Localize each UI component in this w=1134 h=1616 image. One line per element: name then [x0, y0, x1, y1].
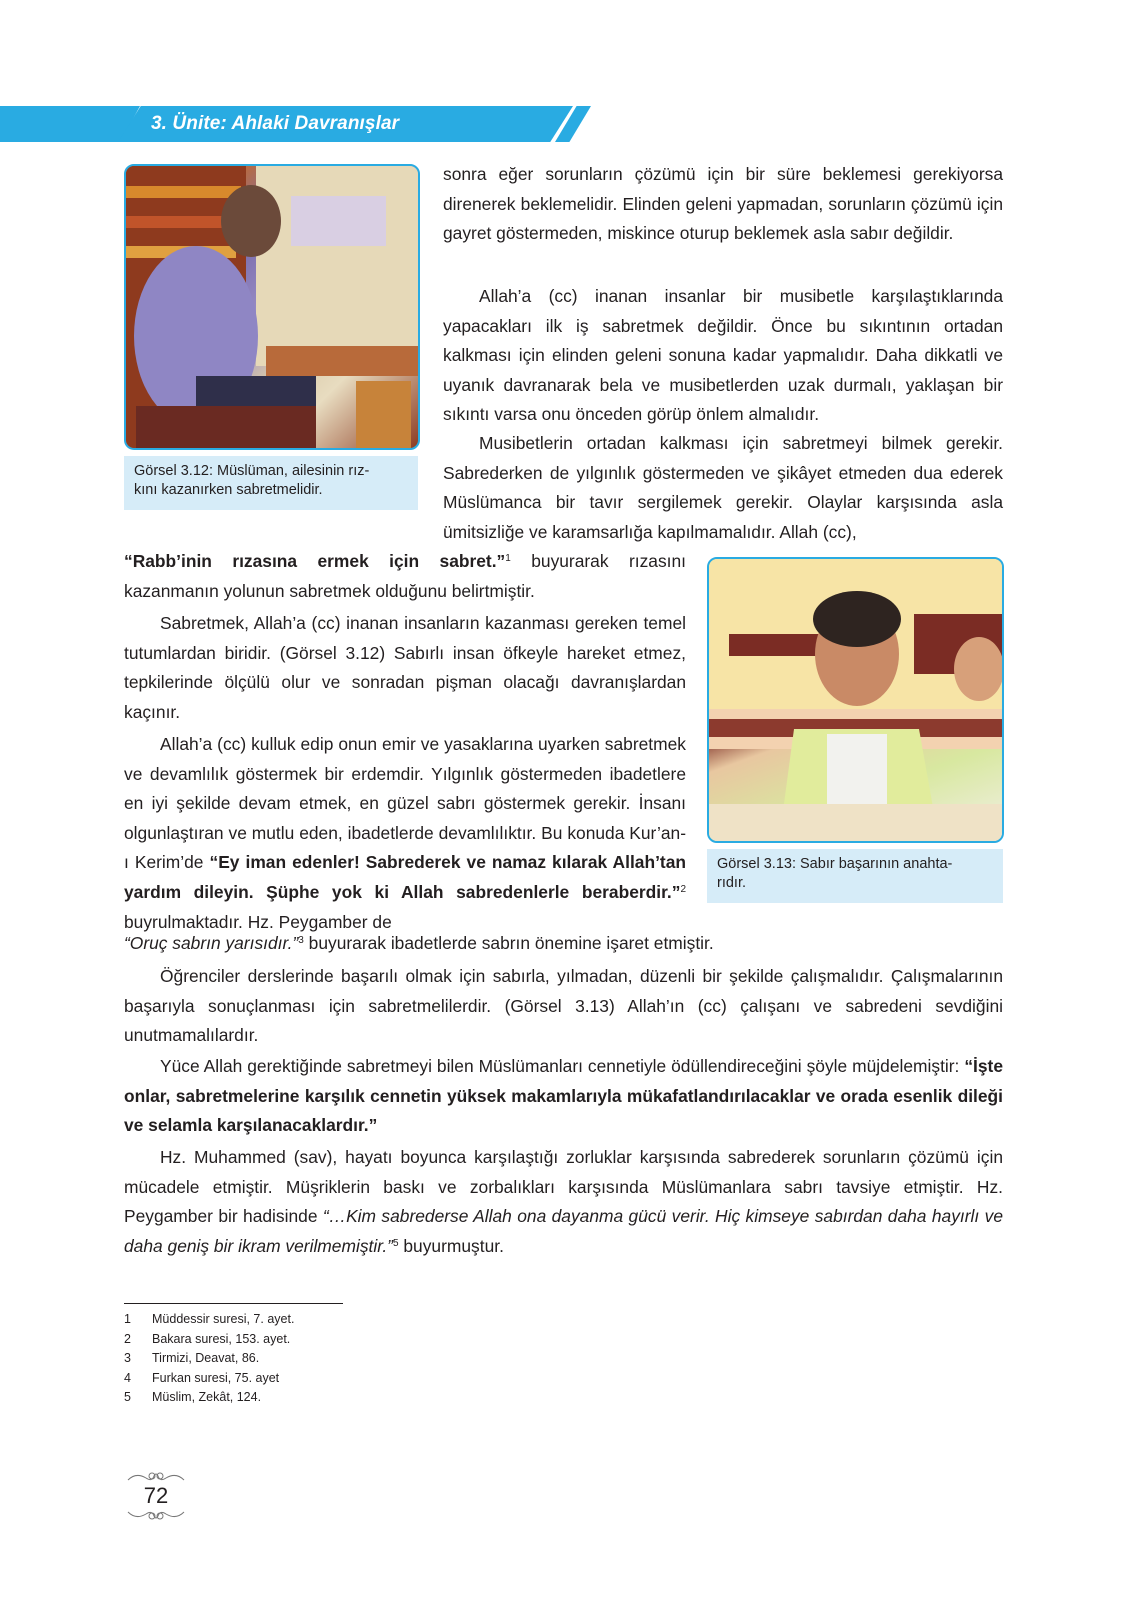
paragraph-2 [443, 282, 1003, 430]
footnote-number: 5 [124, 1390, 131, 1404]
footnote-text: Furkan suresi, 75. ayet [152, 1370, 280, 1385]
footnote-item [124, 1349, 294, 1369]
footnote-item [124, 1330, 294, 1350]
footnote-ref[interactable]: 2 [680, 883, 686, 895]
paragraph-text: buyrulmaktadır. Hz. Peygamber de [124, 911, 392, 932]
page-number-block [126, 1470, 186, 1522]
footnote-divider [124, 1303, 343, 1304]
caption-line: Görsel 3.13: Sabır başarının anahta- [717, 856, 953, 872]
caption-line: rıdır. [717, 875, 747, 891]
paragraph-4 [124, 609, 686, 727]
footnote-item [124, 1310, 294, 1330]
header-stripe-left [0, 106, 140, 142]
figure-3-13-image [707, 557, 1004, 843]
paragraph-text: buyurarak ibadetlerde sabrın önemine işaret etmiştir. [303, 933, 714, 953]
caption-line: kını kazanırken sabretmelidir. [134, 482, 323, 498]
footnote-text: Bakara suresi, 153. ayet. [152, 1331, 291, 1346]
quran-quote: “Rabb’inin rızasına ermek için sabret.” [124, 551, 506, 571]
paragraph-text: buyurmuştur. [398, 1235, 504, 1256]
paragraph-text: Hz. Muhammed (sav), hayatı boyunca karşılaştığı zorluklar karşısında sabrederek sorunların çözümü için mücadele etmiştir. Müşriklerin baskı ve zorbalıkları karşısında Müslümanlara sabrı tavsiye etmiştir. Hz. Peygamber bir hadisinde [124, 1147, 1003, 1227]
carpet-weaver-illustration [126, 166, 418, 448]
paragraph-text: buyurarak rızasını kazanmanın yolunun sabretmek olduğunu belirtmiştir. [124, 551, 686, 601]
paragraph-text: Musibetlerin ortadan kalkması için sabretmeyi bilmek gerekir. Sabrederken de yılgınlık göstermeden ve şikâyet etmeden dua ederek Müslümanca bir tavır sergilemek gerekir. Olaylar karşısında asla ümitsizliğe ve karamsarlığa kapılmamalıdır. Allah (cc), [443, 433, 1003, 542]
paragraph-6 [124, 962, 1003, 1051]
footnote-text: Müddessir suresi, 7. ayet. [152, 1312, 295, 1326]
page-number: 72 [143, 1483, 169, 1508]
footnote-item [124, 1369, 294, 1389]
figure-3-12-image [124, 164, 420, 450]
paragraph-7 [124, 1052, 1003, 1141]
unit-header-band [0, 106, 1134, 142]
paragraph-text: Sabretmek, Allah’a (cc) inanan insanların kazanması gereken temel tutumlardan biridir. (Görsel 3.12) Sabırlı insan öfkeyle hareket etmez, tepkilerinde ölçülü olur ve sonradan pişman olacağı davranışlardan kaçınır. [124, 613, 686, 722]
footnotes-list [124, 1310, 294, 1408]
caption-line: Görsel 3.12: Müslüman, ailesinin rız- [134, 463, 370, 479]
unit-title: 3. Ünite: Ahlaki Davranışlar [151, 113, 400, 134]
student-classroom-illustration [709, 559, 1002, 841]
paragraph-text: sonra eğer sorunların çözümü için bir süre beklemesi gerekiyorsa direnerek beklemelidir. Elinden geleni yapmadan, sorunların çözümü için gayret göstermeden, miskince oturup beklemek asla sabır değildir. [443, 164, 1003, 244]
ornament-top-icon [126, 1470, 186, 1484]
hadith-quote: “Oruç sabrın yarısıdır.” [124, 933, 299, 953]
quran-quote: “Ey iman edenler! Sabrederek ve namaz kılarak Allah’tan yardım dileyin. Şüphe yok ki Allah sabredenlerle beraberdir.” [124, 852, 686, 902]
paragraph-text: Allah’a (cc) kulluk edip onun emir ve yasaklarına uyarken sabretmek ve devamlılık göstermek bir erdemdir. Yılgınlık göstermeden ibadetlere en iyi şekilde devam etmek, en güzel sabrı göstermek gerekir. İnsanı olgunlaştıran ve mutlu eden, ibadetlerde devamlılıktır. Bu konuda Kur’an-ı Kerim’de [124, 734, 686, 873]
footnote-text: Tirmizi, Deavat, 86. [152, 1351, 260, 1365]
footnote-number: 3 [124, 1351, 131, 1365]
footnote-text: Müslim, Zekât, 124. [152, 1390, 262, 1404]
footnote-item [124, 1388, 294, 1408]
paragraph-3-continued [124, 547, 686, 606]
figure-3-13-caption [707, 849, 1003, 903]
paragraph-1 [443, 160, 1003, 249]
footnote-ref[interactable]: 5 [392, 1237, 399, 1249]
ornament-bottom-icon [126, 1508, 186, 1522]
paragraph-5-continued [124, 929, 824, 959]
footnote-ref[interactable]: 1 [505, 553, 511, 564]
paragraph-3 [443, 429, 1003, 547]
quran-quote: “İşte onlar, sabretmelerine karşılık cennetin yüksek makamlarıyla mükafatlandırılacaklar ve orada esenlik dileği ve selamla karşılanacaklardır.” [124, 1056, 1003, 1136]
footnote-number: 4 [124, 1370, 131, 1385]
footnote-ref[interactable]: 3 [298, 935, 304, 946]
footnote-number: 1 [124, 1312, 131, 1326]
footnote-number: 2 [124, 1331, 131, 1346]
paragraph-text: Yüce Allah gerektiğinde sabretmeyi bilen Müslümanları cennetiyle ödüllendireceğini şöyle müjdelemiştir: [160, 1056, 965, 1076]
paragraph-text: Allah’a (cc) inanan insanlar bir musibetle karşılaştıklarında yapacakları ilk iş sabretmek değildir. Önce bu sıkıntının ortadan kalkması için elinden geleni sonuna kadar yapmalıdır. Daha dikkatli ve uyanık davranarak bela ve musibetlerden uzak durmalı, yaklaşan bir sıkıntı varsa onu önceden görüp önlem almalıdır. [443, 286, 1003, 425]
figure-3-12-caption [124, 456, 418, 510]
hadith-quote: “…Kim sabrederse Allah ona dayanma gücü verir. Hiç kimseye sabırdan daha hayırlı ve daha geniş bir ikram verilmemiştir.” [124, 1206, 1003, 1256]
paragraph-text: Öğrenciler derslerinde başarılı olmak için sabırla, yılmadan, düzenli bir şekilde çalışmalıdır. Çalışmalarının başarıyla sonuçlanması için sabretmelilerdir. (Görsel 3.13) Allah’ın (cc) çalışanı ve sabredeni sevdiğini unutmamalılardır. [124, 966, 1003, 1046]
paragraph-8 [124, 1143, 1003, 1261]
paragraph-5 [124, 730, 686, 937]
